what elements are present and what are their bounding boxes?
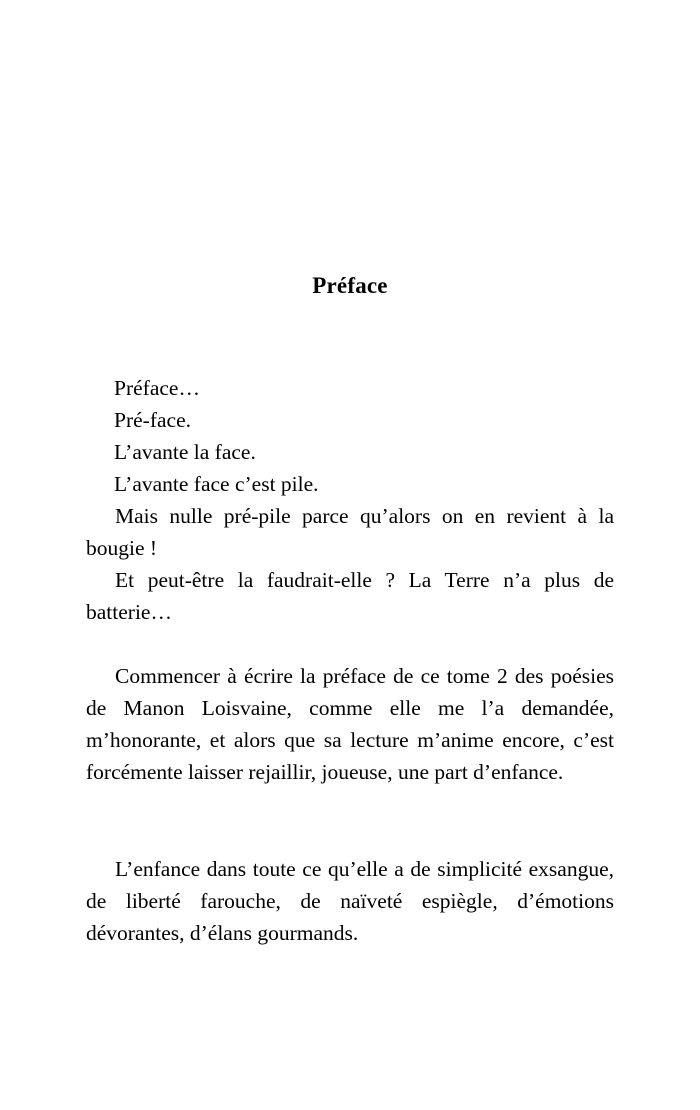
text-line: Et peut-être la faudrait-elle ? La Terre n’a plus de batterie… bbox=[86, 568, 614, 624]
text-line: Pré-face. bbox=[114, 408, 191, 432]
text-line: L’avante la face. bbox=[114, 440, 256, 464]
paragraph-block-commencer bbox=[86, 660, 614, 788]
paragraph-text: L’enfance dans toute ce qu’elle a de simplicité exsangue, de liberté farouche, de naïveté espiègle, d’émotions dévorantes, d’élans gourmands. bbox=[86, 857, 614, 945]
text-line: Préface… bbox=[114, 376, 200, 400]
paragraph-block-enfance bbox=[86, 853, 614, 949]
paragraph-text: Commencer à écrire la préface de ce tome 2 des poésies de Manon Loisvaine, comme elle me l’a demandée, m’honorante, et alors que sa lecture m’anime encore, c’est forcémente laisser rejaillir, joueuse, une part d’enfance. bbox=[86, 664, 614, 784]
page-title: Préface bbox=[312, 273, 388, 299]
paragraph-block-aphorisms bbox=[86, 372, 614, 628]
text-line: L’avante face c’est pile. bbox=[114, 472, 319, 496]
text-line: Mais nulle pré-pile parce qu’alors on en revient à la bougie ! bbox=[86, 504, 614, 560]
